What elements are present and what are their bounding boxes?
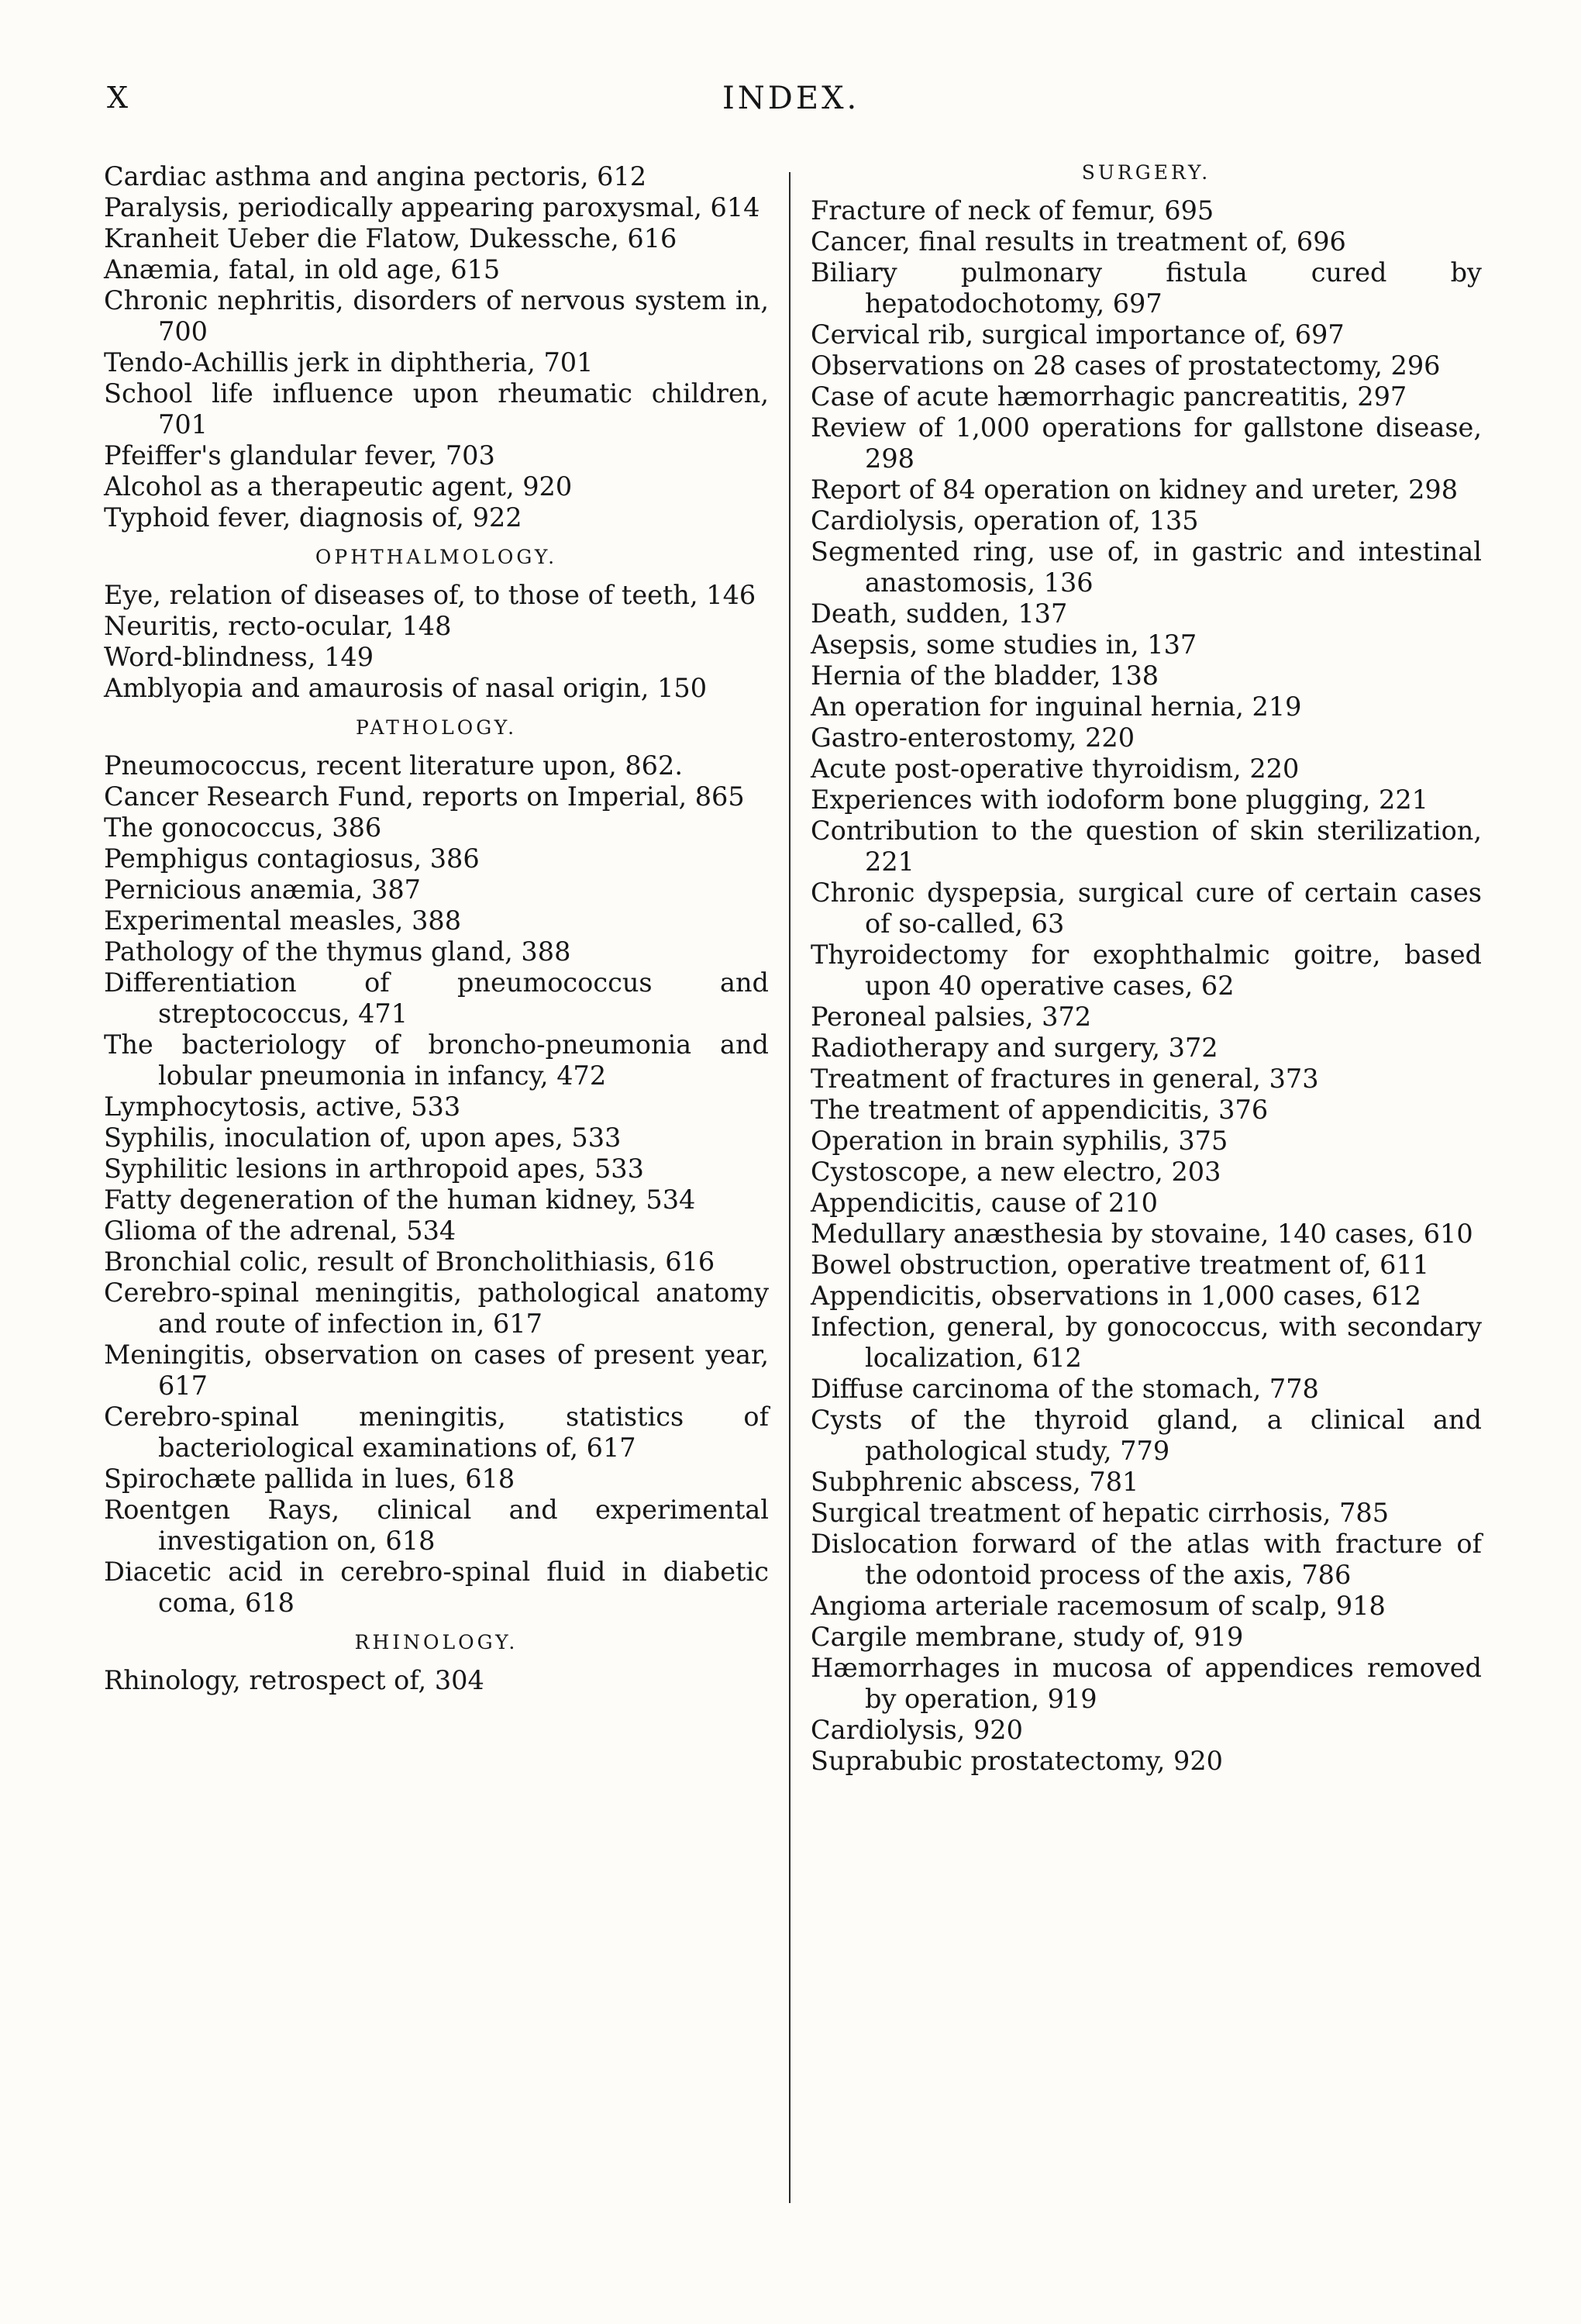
right-column	[811, 161, 1482, 1777]
index-entry: An operation for inguinal hernia, 219	[811, 691, 1302, 722]
index-entry: Bowel obstruction, operative treatment of, 611	[811, 1250, 1430, 1280]
index-entry: Medullary anæsthesia by stovaine, 140 cases, 610	[811, 1219, 1473, 1249]
index-entry: Biliary pulmonary fistula cured by hepatodochotomy, 697	[811, 257, 1482, 319]
index-entry: Cardiac asthma and angina pectoris, 612	[104, 161, 647, 191]
entry-list	[104, 1665, 769, 1696]
index-entry: Subphrenic abscess, 781	[811, 1467, 1139, 1497]
index-entry: Bronchial colic, result of Broncholithiasis, 616	[104, 1246, 715, 1277]
index-entry: Cancer Research Fund, reports on Imperial, 865	[104, 781, 745, 812]
index-entry: Treatment of fractures in general, 373	[811, 1064, 1319, 1094]
index-entry: Cerebro-spinal meningitis, pathological anatomy and route of infection in, 617	[104, 1278, 769, 1339]
index-entry: Amblyopia and amaurosis of nasal origin, 150	[104, 673, 708, 703]
index-entry: Hæmorrhages in mucosa of appendices removed by operation, 919	[811, 1653, 1482, 1714]
index-entry: Experiences with iodoform bone plugging, 221	[811, 784, 1428, 815]
index-entry: Hernia of the bladder, 138	[811, 660, 1159, 691]
index-entry: Cardiolysis, 920	[811, 1715, 1023, 1745]
index-entry: Cysts of the thyroid gland, a clinical and pathological study, 779	[811, 1405, 1482, 1466]
page-number: X	[107, 81, 130, 115]
index-entry: Syphilis, inoculation of, upon apes, 533	[104, 1122, 622, 1153]
index-entry: Observations on 28 cases of prostatectomy, 296	[811, 350, 1441, 381]
index-entry: Chronic dyspepsia, surgical cure of certain cases of so-called, 63	[811, 878, 1482, 939]
page-header	[0, 81, 1581, 127]
section-heading-pathology: PATHOLOGY.	[355, 716, 518, 739]
index-entry: Fatty degeneration of the human kidney, 534	[104, 1184, 696, 1215]
index-entry: Angioma arteriale racemosum of scalp, 918	[811, 1591, 1386, 1621]
index-entry: Lymphocytosis, active, 533	[104, 1091, 461, 1122]
entry-list	[104, 580, 769, 704]
index-entry: Pfeiffer's glandular fever, 703	[104, 440, 495, 471]
index-entry: Segmented ring, use of, in gastric and intestinal anastomosis, 136	[811, 536, 1482, 598]
index-entry: Pemphigus contagiosus, 386	[104, 843, 480, 874]
index-entry: Appendicitis, observations in 1,000 cases, 612	[811, 1281, 1421, 1311]
index-entry: Diffuse carcinoma of the stomach, 778	[811, 1374, 1319, 1404]
index-entry: Neuritis, recto-ocular, 148	[104, 611, 452, 641]
index-entry: Typhoid fever, diagnosis of, 922	[104, 502, 522, 533]
index-entry: Roentgen Rays, clinical and experimental investigation on, 618	[104, 1495, 769, 1556]
index-entry: School life influence upon rheumatic children, 701	[104, 378, 769, 440]
index-entry: Case of acute hæmorrhagic pancreatitis, 297	[811, 381, 1407, 412]
section-heading-surgery: SURGERY.	[1081, 161, 1211, 184]
entry-list	[104, 750, 769, 1619]
index-entry: Operation in brain syphilis, 375	[811, 1126, 1228, 1156]
index-entry: Diacetic acid in cerebro-spinal fluid in diabetic coma, 618	[104, 1557, 769, 1618]
running-title: INDEX.	[722, 81, 860, 116]
index-entry: Radiotherapy and surgery, 372	[811, 1033, 1218, 1063]
index-entry: Report of 84 operation on kidney and ureter, 298	[811, 474, 1459, 505]
entry-list	[104, 161, 769, 533]
column-rule	[789, 172, 790, 2203]
index-entry: The treatment of appendicitis, 376	[811, 1095, 1269, 1125]
index-entry: Review of 1,000 operations for gallstone disease, 298	[811, 412, 1482, 474]
index-entry: Surgical treatment of hepatic cirrhosis, 785	[811, 1498, 1390, 1528]
index-entry: Differentiation of pneumococcus and streptococcus, 471	[104, 967, 769, 1029]
section-heading-rhinology: RHINOLOGY.	[354, 1631, 518, 1653]
index-entry: Word-blindness, 149	[104, 642, 374, 672]
index-entry: Rhinology, retrospect of, 304	[104, 1665, 484, 1695]
index-entry: Paralysis, periodically appearing paroxysmal, 614	[104, 192, 760, 222]
index-entry: Cystoscope, a new electro, 203	[811, 1157, 1221, 1187]
index-entry: Anæmia, fatal, in old age, 615	[104, 254, 501, 284]
index-entry: Tendo-Achillis jerk in diphtheria, 701	[104, 347, 594, 378]
index-entry: Eye, relation of diseases of, to those of teeth, 146	[104, 580, 756, 610]
index-entry: Pneumococcus, recent literature upon, 862.	[104, 750, 683, 781]
index-entry: Cancer, final results in treatment of, 696	[811, 226, 1346, 257]
index-entry: Cardiolysis, operation of, 135	[811, 505, 1199, 536]
index-entry: Meningitis, observation on cases of present year, 617	[104, 1340, 769, 1401]
index-entry: Appendicitis, cause of 210	[811, 1188, 1158, 1218]
index-entry: Chronic nephritis, disorders of nervous system in, 700	[104, 285, 769, 347]
index-entry: Glioma of the adrenal, 534	[104, 1215, 456, 1246]
index-entry: Kranheit Ueber die Flatow, Dukessche, 616	[104, 223, 677, 253]
index-entry: Contribution to the question of skin sterilization, 221	[811, 815, 1482, 877]
index-entry: Dislocation forward of the atlas with fracture of the odontoid process of the axis, 786	[811, 1529, 1482, 1590]
index-entry: Acute post-operative thyroidism, 220	[811, 753, 1300, 784]
index-entry: Thyroidectomy for exophthalmic goitre, based upon 40 operative cases, 62	[811, 940, 1482, 1001]
index-entry: Fracture of neck of femur, 695	[811, 195, 1214, 226]
index-entry: Experimental measles, 388	[104, 905, 462, 936]
left-column	[104, 161, 769, 1696]
index-entry: Peroneal palsies, 372	[811, 1002, 1092, 1032]
index-entry: Spirochæte pallida in lues, 618	[104, 1464, 515, 1494]
index-entry: Infection, general, by gonococcus, with secondary localization, 612	[811, 1312, 1482, 1373]
index-entry: The bacteriology of broncho-pneumonia and lobular pneumonia in infancy, 472	[104, 1029, 769, 1091]
index-entry: Cerebro-spinal meningitis, statistics of bacteriological examinations of, 617	[104, 1402, 769, 1463]
index-entry: Gastro-enterostomy, 220	[811, 722, 1135, 753]
index-entry: The gonococcus, 386	[104, 812, 382, 843]
index-entry: Cervical rib, surgical importance of, 697	[811, 319, 1345, 350]
index-entry: Pernicious anæmia, 387	[104, 874, 421, 905]
index-entry: Syphilitic lesions in arthropoid apes, 533	[104, 1153, 644, 1184]
section-heading-ophthalmology: OPHTHALMOLOGY.	[315, 546, 558, 568]
index-entry: Cargile membrane, study of, 919	[811, 1622, 1244, 1652]
index-entry: Death, sudden, 137	[811, 598, 1068, 629]
index-entry: Alcohol as a therapeutic agent, 920	[104, 471, 573, 502]
index-entry: Pathology of the thymus gland, 388	[104, 936, 571, 967]
index-entry: Suprabubic prostatectomy, 920	[811, 1746, 1223, 1776]
index-entry: Asepsis, some studies in, 137	[811, 629, 1197, 660]
entry-list	[811, 195, 1482, 1777]
